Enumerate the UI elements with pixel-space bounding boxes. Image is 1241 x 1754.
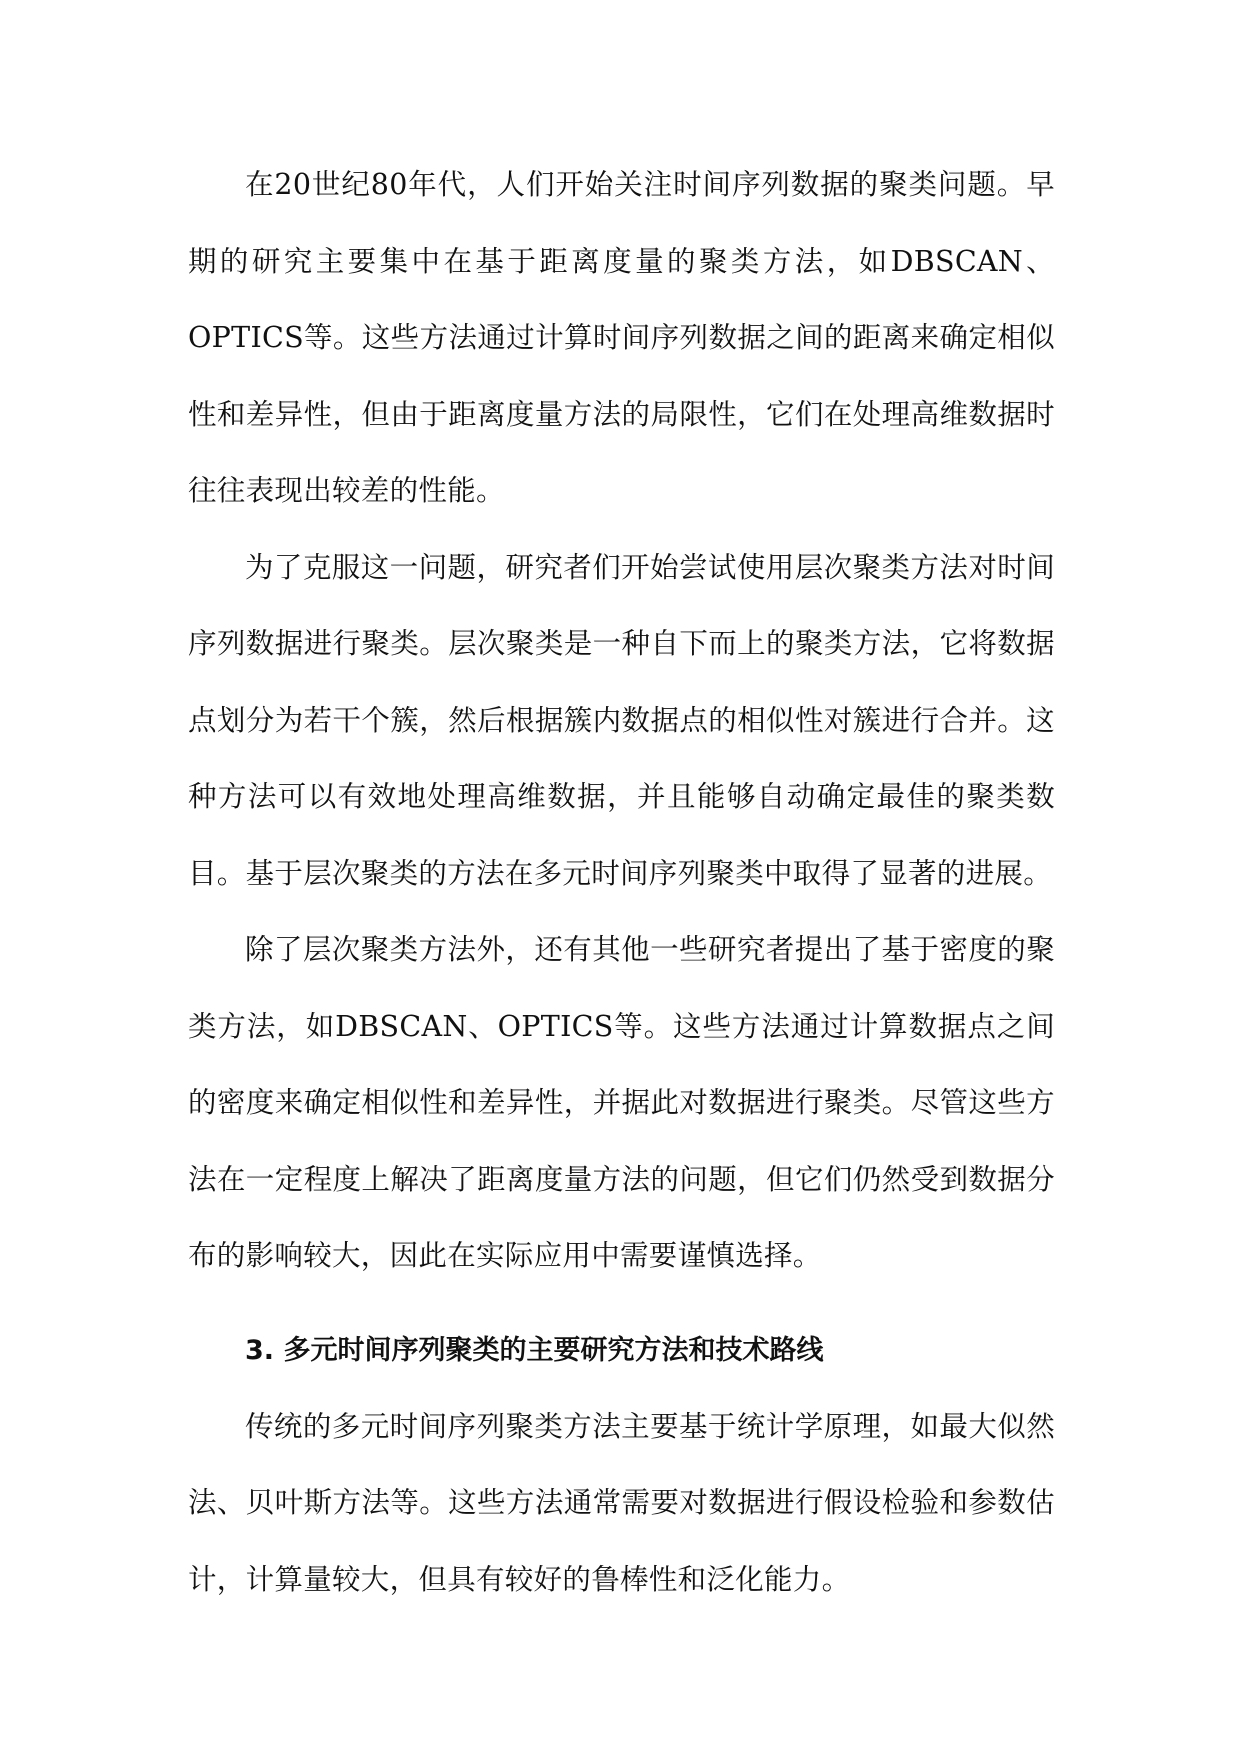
paragraph-statistical-methods: 传统的多元时间序列聚类方法主要基于统计学原理，如最大似然法、贝叶斯方法等。这些方法通常需要对数据进行假设检验和参数估计，计算量较大，但具有较好的鲁棒性和泛化能力。 [188, 1409, 1055, 1596]
section-heading: 3. 多元时间序列聚类的主要研究方法和技术路线 [245, 1334, 824, 1366]
paragraph-density-clustering: 除了层次聚类方法外，还有其他一些研究者提出了基于密度的聚类方法，如DBSCAN、OPTICS等。这些方法通过计算数据点之间的密度来确定相似性和差异性，并据此对数据进行聚类。尽管这些方法在一定程度上解决了距离度量方法的问题，但它们仍然受到数据分布的影响较大，因此在实际应用中需要谨慎选择。 [188, 933, 1055, 1272]
paragraph-hierarchical-clustering: 为了克服这一问题，研究者们开始尝试使用层次聚类方法对时间序列数据进行聚类。层次聚类是一种自下而上的聚类方法，它将数据点划分为若干个簇，然后根据簇内数据点的相似性对簇进行合并。这种方法可以有效地处理高维数据，并且能够自动确定最佳的聚类数目。基于层次聚类的方法在多元时间序列聚类中取得了显著的进展。 [188, 550, 1055, 890]
page-body [188, 147, 1055, 1618]
paragraph-history-distance: 在20世纪80年代，人们开始关注时间序列数据的聚类问题。早期的研究主要集中在基于距离度量的聚类方法，如DBSCAN、OPTICS等。这些方法通过计算时间序列数据之间的距离来确定相似性和差异性，但由于距离度量方法的局限性，它们在处理高维数据时往往表现出较差的性能。 [188, 168, 1055, 507]
